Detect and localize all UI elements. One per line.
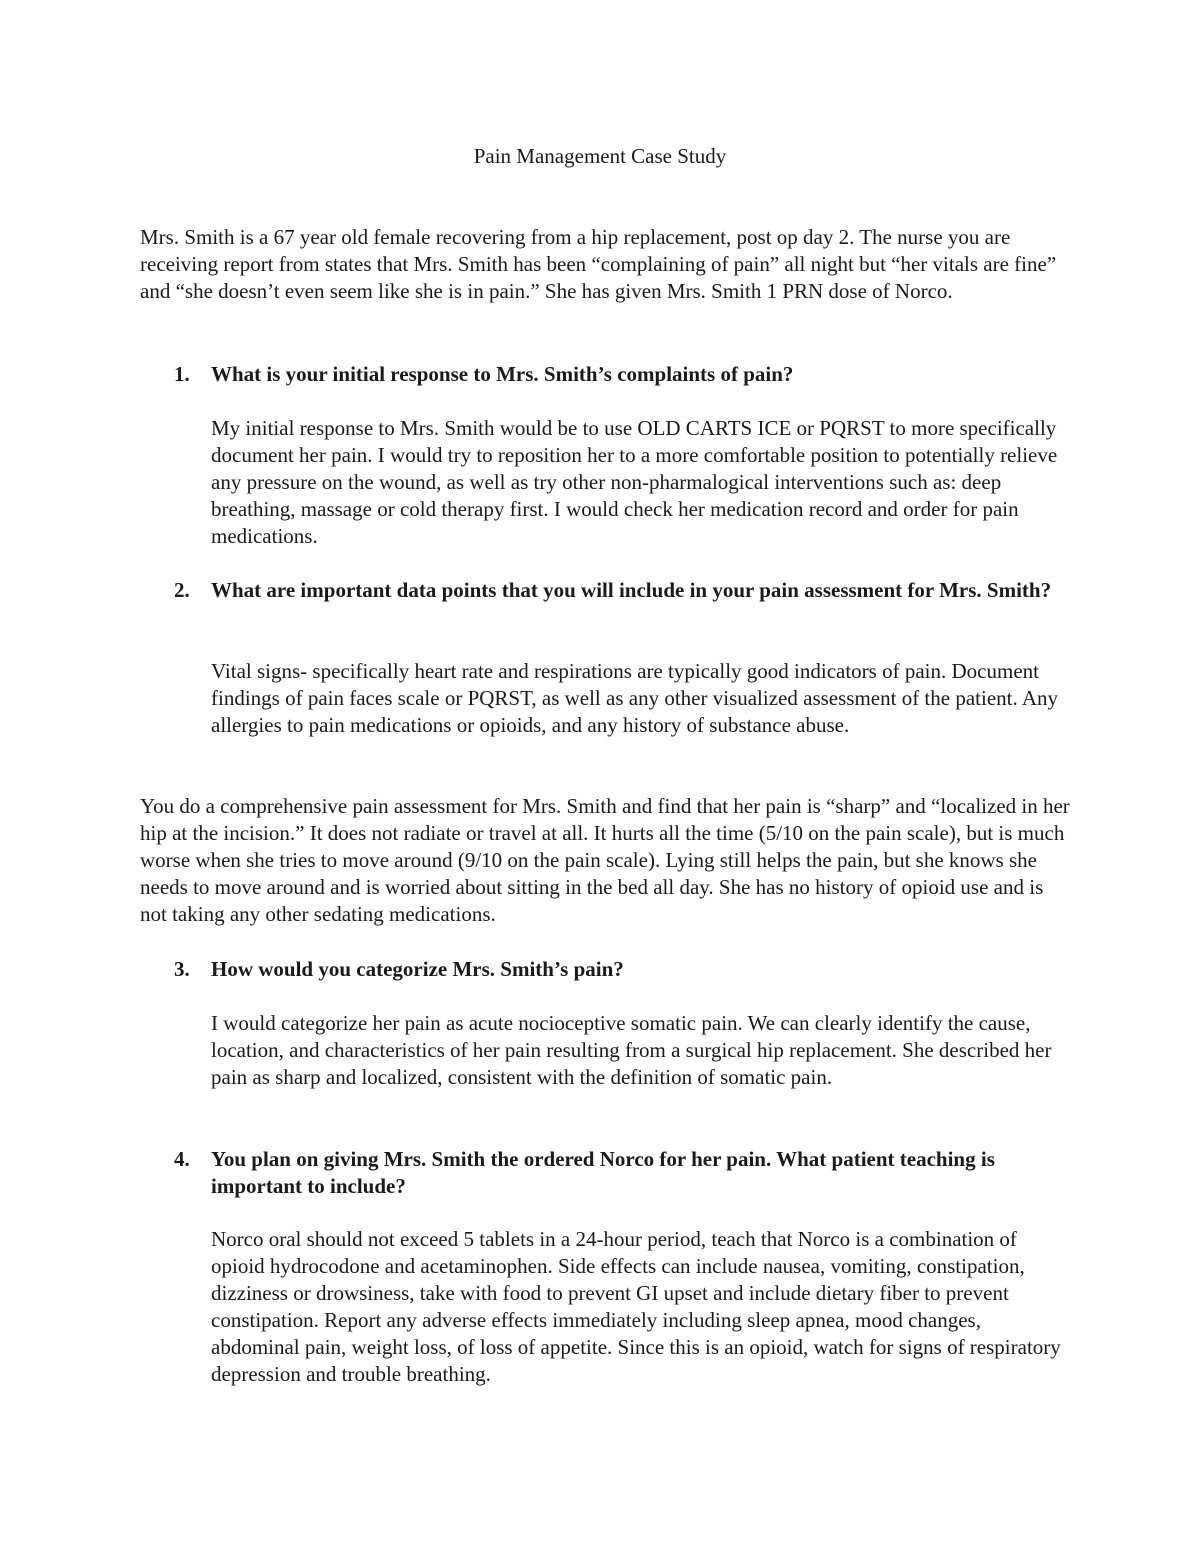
question-2-text: What are important data points that you will include in your pain assessment for Mrs. Smith? xyxy=(211,578,1052,602)
question-3-number: 3. xyxy=(174,957,190,981)
document-title: Pain Management Case Study xyxy=(473,144,727,168)
answer-1-text: My initial response to Mrs. Smith would be to use OLD CARTS ICE or PQRST to more specifically document her pain. I would try to reposition her to a more comfortable position to potentially relieve any pressure on the wound, as well as try other non-pharmalogical interventions such as: deep breathing, massage or cold therapy first. I would check her medication record and order for pain medications. xyxy=(211,416,1058,548)
answer-2-text: Vital signs- specifically heart rate and respirations are typically good indicators of pain. Document findings of pain faces scale or PQRST, as well as any other visualized assessment of the patient. Any allergies to pain medications or opioids, and any history of substance abuse. xyxy=(211,659,1058,737)
question-4-text: You plan on giving Mrs. Smith the ordered Norco for her pain. What patient teaching is important to include? xyxy=(211,1147,995,1198)
question-3-text: How would you categorize Mrs. Smith’s pain? xyxy=(211,957,624,981)
question-2-number: 2. xyxy=(174,578,190,602)
question-1-text: What is your initial response to Mrs. Smith’s complaints of pain? xyxy=(211,362,794,386)
assessment-paragraph: You do a comprehensive pain assessment for Mrs. Smith and find that her pain is “sharp” and “localized in her hip at the incision.” It does not radiate or travel at all. It hurts all the time (5/10 on the pain scale), but is much worse when she tries to move around (9/10 on the pain scale). Lying still helps the pain, but she knows she needs to move around and is worried about sitting in the bed all day. She has no history of opioid use and is not taking any other sedating medications. xyxy=(140,794,1070,926)
answer-4-text: Norco oral should not exceed 5 tablets in a 24-hour period, teach that Norco is a combination of opioid hydrocodone and acetaminophen. Side effects can include nausea, vomiting, constipation, dizziness or drowsiness, take with food to prevent GI upset and include dietary fiber to prevent constipation. Report any adverse effects immediately including sleep apnea, mood changes, abdominal pain, weight loss, of loss of appetite. Since this is an opioid, watch for signs of respiratory depression and trouble breathing. xyxy=(211,1227,1061,1386)
intro-paragraph: Mrs. Smith is a 67 year old female recovering from a hip replacement, post op day 2. The nurse you are receiving report from states that Mrs. Smith has been “complaining of pain” all night but “her vitals are fine” and “she doesn’t even seem like she is in pain.” She has given Mrs. Smith 1 PRN dose of Norco. xyxy=(140,225,1057,303)
question-1-number: 1. xyxy=(174,362,190,386)
question-4-number: 4. xyxy=(174,1147,190,1171)
answer-3-text: I would categorize her pain as acute nocioceptive somatic pain. We can clearly identify the cause, location, and characteristics of her pain resulting from a surgical hip replacement. She described her pain as sharp and localized, consistent with the definition of somatic pain. xyxy=(211,1011,1052,1089)
